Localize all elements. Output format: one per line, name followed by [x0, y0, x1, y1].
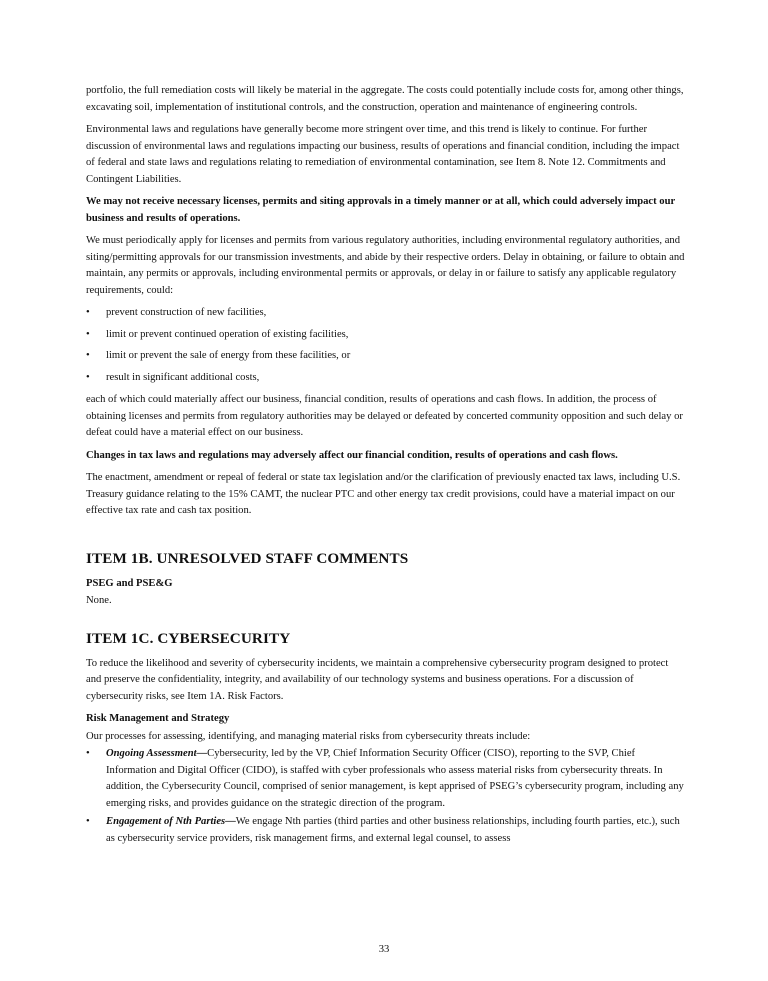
- risk-management-subheading: Risk Management and Strategy: [86, 713, 230, 724]
- list-item-text: We engage Nth parties (third parties and other business relationships, including fourth parties, etc.), such as cybersecurity service providers, risk management firms, and external legal counsel, to assess: [106, 816, 680, 844]
- risk-heading-tax-laws: Changes in tax laws and regulations may adversely affect our financial condition, results of operations and cash flows.: [86, 449, 618, 461]
- risk-management-lead: Our processes for assessing, identifying, and managing material risks from cybersecurity threats include:: [86, 730, 531, 742]
- bullet-icon: •: [86, 328, 90, 340]
- item-1b-subheading: PSEG and PSE&G: [86, 577, 173, 589]
- document-page: [86, 83, 686, 849]
- list-item: • limit or prevent continued operation of existing facilities,: [86, 327, 686, 344]
- list-item: • limit or prevent the sale of energy from these facilities, or: [86, 348, 686, 365]
- list-item: • result in significant additional costs,: [86, 370, 686, 387]
- list-item: • Ongoing Assessment—Cybersecurity, led by the VP, Chief Information Security Officer (CISO), reporting to the SVP, Chief Information and Digital Officer (CIDO), is staffed with cyber professionals who assess material risks from cybersecurity threats. In addition, the Cybersecurity Council, comprised of senior management, is kept apprised of PSEG’s cybersecurity program, including any emerging risks, and provides guidance on the strategic direction of the program.: [86, 748, 684, 809]
- page-number: 33: [378, 944, 390, 955]
- item-1b-body: None.: [86, 595, 112, 606]
- bullet-icon: •: [86, 307, 90, 318]
- item-1b-heading: ITEM 1B. UNRESOLVED STAFF COMMENTS: [86, 549, 409, 567]
- risk-heading-licenses-permits: We may not receive necessary licenses, permits and siting approvals in a timely manner or at all, which could adversely impact our business and results of operations.: [86, 196, 676, 224]
- list-item-text: Cybersecurity, led by the VP, Chief Information Security Officer (CISO), reporting to the SVP, Chief Information and Digital Officer (CIDO), is staffed with cyber professionals who assess material risks from cybersecurity threats. In addition, the Cybersecurity Council, comprised of senior management, is kept apprised of PSEG’s cybersecurity program, including any emerging risks, and provides guidance on the strategic direction of the program.: [106, 748, 684, 809]
- paragraph-permits: We must periodically apply for licenses and permits from various regulatory authorities, including environmental regulatory authorities, and siting/permitting approvals for our transmission investments, and abide by their respective orders. Delay in obtaining, or failure to obtain and maintain, any permits or approvals, including environmental permits or approvals, or delay in or failure to satisfy any applicable regulatory requirements, could:: [86, 235, 685, 296]
- permit-consequences-list: [86, 305, 686, 386]
- paragraph-tax-legislation: The enactment, amendment or repeal of federal or state tax legislation and/or the clarification of previously enacted tax laws, including U.S. Treasury guidance relating to the 15% CAMT, the nuclear PTC and other energy tax credit provisions, could have a material impact on our effective tax rate and cash tax position.: [86, 472, 681, 516]
- list-item: • Engagement of Nth Parties—We engage Nth parties (third parties and other business relationships, including fourth parties, etc.), such as cybersecurity service providers, risk management firms, and external legal counsel, to assess: [86, 816, 680, 844]
- paragraph-environmental-laws: Environmental laws and regulations have generally become more stringent over time, and this trend is likely to continue. For further discussion of environmental laws and regulations impacting our business, results of operations and financial condition, including the impact of federal and state laws and regulations relating to remediation of environmental contamination, see Item 8. Note 12. Commitments and Contingent Liabilities.: [86, 124, 680, 185]
- list-item-term: Ongoing Assessment: [106, 748, 197, 759]
- list-item: • prevent construction of new facilities,: [86, 305, 686, 322]
- bullet-icon: •: [86, 350, 90, 361]
- bullet-icon: •: [86, 748, 90, 759]
- paragraph-remediation-costs: portfolio, the full remediation costs will likely be material in the aggregate. The costs could potentially include costs for, among other things, excavating soil, implementation of institutional controls, and the construction, operation and maintenance of engineering controls.: [86, 85, 684, 113]
- bullet-icon: •: [86, 371, 90, 383]
- paragraph-material-effect: each of which could materially affect our business, financial condition, results of operations and cash flows. In addition, the process of obtaining licenses and permits from regulatory authorities may be delayed or defeated by concerted community opposition and such delay or defeat could have a material effect on our business.: [86, 394, 683, 438]
- item-1c-heading: ITEM 1C. CYBERSECURITY: [86, 629, 291, 647]
- bullet-icon: •: [86, 816, 90, 827]
- item-1c-intro: To reduce the likelihood and severity of cybersecurity incidents, we maintain a comprehensive cybersecurity program designed to protect and preserve the confidentiality, integrity, and availability of our technology systems and business operations. For a discussion of cybersecurity risks, see Item 1A. Risk Factors.: [86, 657, 669, 702]
- list-item-term: Engagement of Nth Parties: [106, 816, 226, 827]
- cybersecurity-process-list: [86, 746, 686, 847]
